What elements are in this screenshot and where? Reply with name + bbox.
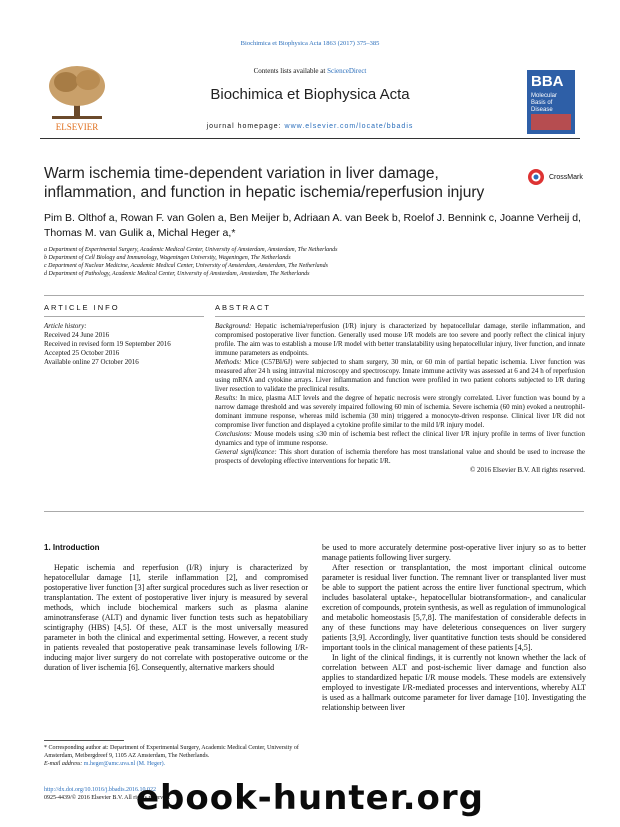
body-column-left bbox=[44, 543, 308, 673]
watermark-text: ebook-hunter.org bbox=[135, 778, 485, 818]
doi-link[interactable]: http://dx.doi.org/10.1016/j.bbadis.2016.10.022 bbox=[44, 787, 157, 793]
text-methods: Mice (C57Bl/6J) were subjected to sham surgery, 30 min, or 60 min of partial hepatic ischemia. Liver function was measured after 24 h using intravital microscopy and spectroscopy. Innate immune activity was assessed at 6 and 24 h of reperfusion using mRNA and cytokine arrays. Liver inflammation and function were profiled in two patient cohorts subjected to I/R during liver resection to validate the preclinical results. bbox=[215, 358, 586, 393]
article-history bbox=[44, 322, 204, 367]
email-link[interactable]: m.heger@amc.uva.nl (M. Heger). bbox=[83, 761, 166, 767]
affiliation-a: a Department of Experimental Surgery, Academic Medical Center, University of Amsterdam, Amsterdam, The Netherlands bbox=[44, 247, 338, 253]
history-online: Available online 27 October 2016 bbox=[44, 358, 139, 366]
abstract-methods bbox=[215, 358, 585, 394]
footnote bbox=[44, 744, 308, 768]
paragraph: Hepatic ischemia and reperfusion (I/R) injury is characterized by hepatocellular damage [1], sterile inflammation [2], and compromised postoperative liver function [3] after surgical procedures such as liver resection or transplantation. The extent of postoperative liver injury is measured by several methods, which include biochemical markers such as plasma alanine aminotransferase (ALT) and dynamic liver function tests such as hepatobiliary scintigraphy (HBS) [4,5]. Of these, ALT is the most universally measured parameter in both the clinical and experimental setting. However, a recent study in patients revealed that postoperative peak transaminase levels following I/R-inducing major liver surgery do not correlate with postoperative outcome or the duration of liver ischemia [6]. Consequently, alternative markers should bbox=[44, 563, 308, 672]
abstract-background bbox=[215, 322, 585, 358]
journal-title: Biochimica et Biophysica Acta bbox=[210, 86, 410, 103]
affiliations bbox=[44, 246, 584, 278]
email-label: E-mail address: bbox=[44, 761, 83, 767]
label-conclusions: Conclusions: bbox=[215, 430, 252, 438]
divider bbox=[215, 316, 585, 317]
text-background: Hepatic ischemia/reperfusion (I/R) injury is characterized by hepatocellular damage, sterile inflammation, and compromised postoperative liver function. Generally used mouse I/R models are too severe and poorly reflect the clinical injury profile. The aim was to establish a mouse I/R model with better translatability using hepatocellular injury, liver function, and innate immune parameters as endpoints. bbox=[215, 322, 586, 357]
label-significance: General significance: bbox=[215, 448, 277, 456]
affiliation-b: b Department of Cell Biology and Immunology, Wageningen University, Wageningen, The Netherlands bbox=[44, 255, 291, 261]
abstract-body bbox=[215, 322, 585, 475]
publisher-name: ELSEVIER bbox=[55, 122, 99, 132]
journal-cover bbox=[527, 70, 575, 134]
crossmark-badge[interactable] bbox=[527, 168, 587, 190]
email-line bbox=[44, 760, 308, 768]
paragraph: In light of the clinical findings, it is currently not known whether the lack of correlation between ALT and post-ischemic liver damage and function also applies to standardized hepatic I/R mouse models. These models are extensively employed to investigate I/R-mediated processes and interventions, whereby ALT is used as a hallmark outcome parameter for liver damage [10]. Investigating the relationship between liver bbox=[322, 653, 586, 712]
text-conclusions: Mouse models using ≤30 min of ischemia best reflect the clinical liver I/R injury profile in terms of liver function dynamics and type of immune response. bbox=[215, 430, 585, 447]
cover-subtitle: Molecular Basis of Disease bbox=[531, 93, 558, 113]
history-received: Received 24 June 2016 bbox=[44, 331, 110, 339]
text-significance: This short duration of ischemia therefore has most translational value and should be used to increase the prospects of developing effective interventions for hepatic I/R. bbox=[215, 448, 586, 465]
history-revised: Received in revised form 19 September 2016 bbox=[44, 340, 171, 348]
issn-line: 0925-4439/© 2016 Elsevier B.V. All rights reserved. bbox=[44, 795, 171, 801]
paragraph: be used to more accurately determine post-operative liver injury so as to better manage patients following liver surgery. bbox=[322, 543, 586, 562]
text-results: In mice, plasma ALT levels and the degree of hepatic necrosis were strongly correlated. Liver function was bound by a narrow damage threshold and was severely impaired following 60 min of ischemia. Severe ischemia (60 min) evoked a neutrophil-dominant immune response, whereas mild ischemia (30 min) triggered a monocyte-driven response. Clinical liver I/R did not compromise liver function and displayed a cytokine profile similar to the mild I/R injury model. bbox=[215, 394, 585, 429]
affiliation-c: c Department of Nuclear Medicine, Academic Medical Center, University of Amsterdam, Amsterdam, The Netherlands bbox=[44, 263, 329, 269]
history-accepted: Accepted 25 October 2016 bbox=[44, 349, 120, 357]
label-results: Results: bbox=[215, 394, 238, 402]
abstract-results bbox=[215, 394, 585, 430]
journal-reference[interactable]: Biochimica et Biophysica Acta 1863 (2017) 375–385 bbox=[240, 40, 380, 47]
label-background: Background: bbox=[215, 322, 252, 330]
article-info-heading: ARTICLE INFO bbox=[44, 303, 120, 312]
history-label: Article history: bbox=[44, 322, 87, 330]
section-heading: 1. Introduction bbox=[44, 543, 100, 552]
label-methods: Methods: bbox=[215, 358, 242, 366]
paragraph: After resection or transplantation, the most important clinical outcome parameter is residual liver function. The remnant liver or transplanted liver must be able to support the patient across the entire liver functional spectrum, which includes basolateral uptake-, hepatocellular biotransformation-, and canalicular excretion of compounds, protein synthesis, as well as regulation of immunological and metabolic homeostasis [5,7,8]. The manifestation of considerable defects in any of these functions may have deleterious consequences on liver surgery patients [3,9]. Accordingly, liver quantitative function tests should be considered important tools in the clinical management of these patients [4,5]. bbox=[322, 563, 586, 652]
affiliation-d: d Department of Pathology, Academic Medical Center, University of Amsterdam, Amsterdam, The Netherlands bbox=[44, 271, 310, 277]
abstract-conclusions bbox=[215, 430, 585, 448]
divider bbox=[44, 295, 584, 296]
divider bbox=[44, 316, 204, 317]
abstract-significance bbox=[215, 448, 585, 466]
article-title: Warm ischemia time-dependent variation in liver damage, inflammation, and function in hepatic ischemia/reperfusion injury bbox=[44, 165, 485, 201]
corresponding-author: * Corresponding author at: Department of Experimental Surgery, Academic Medical Center, University of Amsterdam, Meibergdreef 9, 1105 AZ Amsterdam, The Netherlands. bbox=[44, 745, 299, 759]
homepage-link[interactable]: www.elsevier.com/locate/bbadis bbox=[284, 123, 414, 130]
footnote-divider bbox=[44, 740, 124, 741]
cover-graphic bbox=[531, 114, 571, 130]
crossmark-label: CrossMark bbox=[549, 173, 583, 181]
contents-prefix: Contents lists available at bbox=[253, 67, 328, 75]
abstract-heading: ABSTRACT bbox=[215, 303, 272, 312]
homepage-prefix: journal homepage: bbox=[206, 123, 285, 130]
copyright: © 2016 Elsevier B.V. All rights reserved. bbox=[469, 466, 585, 474]
body-column-right bbox=[322, 543, 586, 713]
crossmark-icon bbox=[527, 168, 545, 186]
divider bbox=[44, 511, 584, 512]
cover-bba: BBA bbox=[531, 73, 564, 90]
author-list: Pim B. Olthof a, Rowan F. van Golen a, Ben Meijer b, Adriaan A. van Beek b, Roelof J. Bennink c, Joanne Verheij d, Thomas M. van Gulik a, Michal Heger a,* bbox=[44, 212, 581, 239]
sciencedirect-link[interactable]: ScienceDirect bbox=[327, 67, 367, 75]
